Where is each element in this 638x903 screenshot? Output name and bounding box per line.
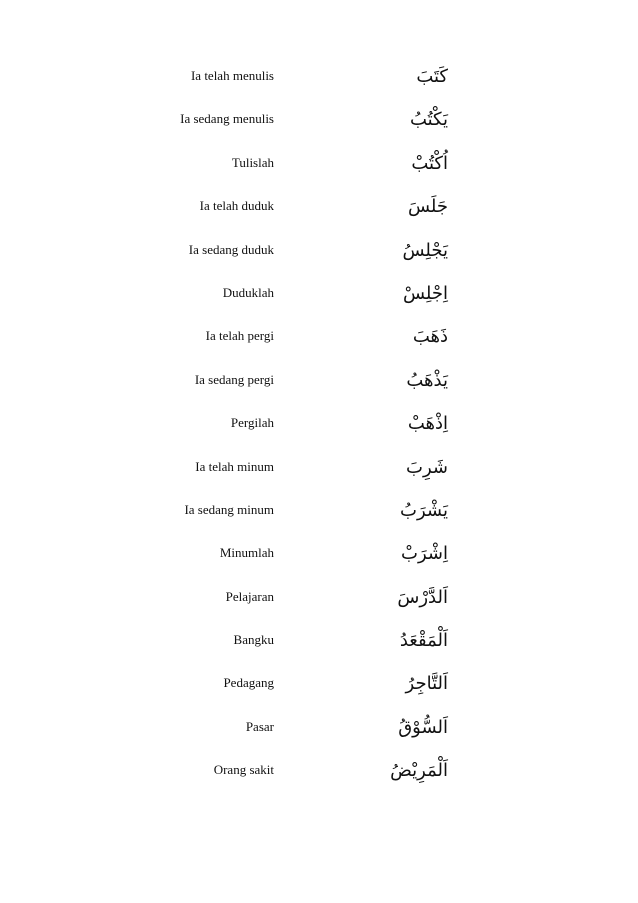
meaning-text: Pelajaran (225, 588, 274, 604)
arabic-word: اَلتَّاجِرُ (405, 673, 448, 695)
meaning-text: Pedagang (223, 675, 274, 691)
meaning-text: Tulislah (231, 154, 274, 170)
meaning-text: Pergilah (230, 415, 274, 431)
arabic-word: ذَهَبَ (412, 326, 448, 348)
vocab-row (0, 581, 638, 624)
meaning-text: Bangku (233, 632, 274, 648)
arabic-word: اَلْمَرِيْضُ (390, 760, 448, 782)
arabic-word: اَلسُّوْقُ (398, 716, 448, 738)
vocab-row (0, 103, 638, 146)
vocab-row (0, 147, 638, 190)
arabic-word: اِذْهَبْ (407, 413, 448, 435)
arabic-word: اُكْتُبْ (411, 152, 448, 174)
meaning-text: Ia telah duduk (199, 198, 274, 214)
vocabulary-list (0, 60, 638, 798)
vocab-row (0, 451, 638, 494)
vocab-row (0, 60, 638, 103)
meaning-text: Pasar (245, 718, 274, 734)
arabic-word: اَلدَّرْسَ (397, 586, 448, 608)
meaning-text: Ia sedang pergi (194, 371, 274, 387)
vocab-row (0, 537, 638, 580)
arabic-word: كَتَبَ (416, 66, 448, 87)
arabic-word: يَجْلِسُ (402, 239, 448, 261)
meaning-text: Minumlah (219, 545, 274, 561)
vocab-row (0, 277, 638, 320)
meaning-text: Ia telah menulis (190, 68, 274, 83)
vocab-row (0, 754, 638, 797)
meaning-text: Ia sedang duduk (188, 241, 274, 257)
vocab-row (0, 234, 638, 277)
arabic-word: شَرِبَ (406, 456, 448, 478)
vocab-row (0, 494, 638, 537)
vocab-row (0, 407, 638, 450)
meaning-text: Ia telah pergi (205, 328, 274, 344)
vocab-row (0, 667, 638, 710)
meaning-text: Ia sedang menulis (180, 111, 274, 127)
vocab-row (0, 624, 638, 667)
meaning-text: Orang sakit (213, 762, 274, 778)
vocab-row (0, 711, 638, 754)
vocab-row (0, 364, 638, 407)
arabic-word: اَلْمَقْعَدُ (399, 630, 448, 652)
arabic-word: يَكْتُبُ (409, 109, 448, 131)
arabic-word: اِجْلِسْ (402, 282, 448, 304)
meaning-text: Ia telah minum (195, 458, 274, 474)
vocab-row (0, 190, 638, 233)
meaning-text: Duduklah (222, 284, 274, 300)
meaning-text: Ia sedang minum (184, 501, 274, 517)
vocab-row (0, 320, 638, 363)
arabic-word: يَذْهَبُ (406, 369, 448, 391)
arabic-word: جَلَسَ (407, 196, 448, 218)
arabic-word: اِشْرَبْ (401, 543, 448, 565)
arabic-word: يَشْرَبُ (400, 499, 448, 521)
